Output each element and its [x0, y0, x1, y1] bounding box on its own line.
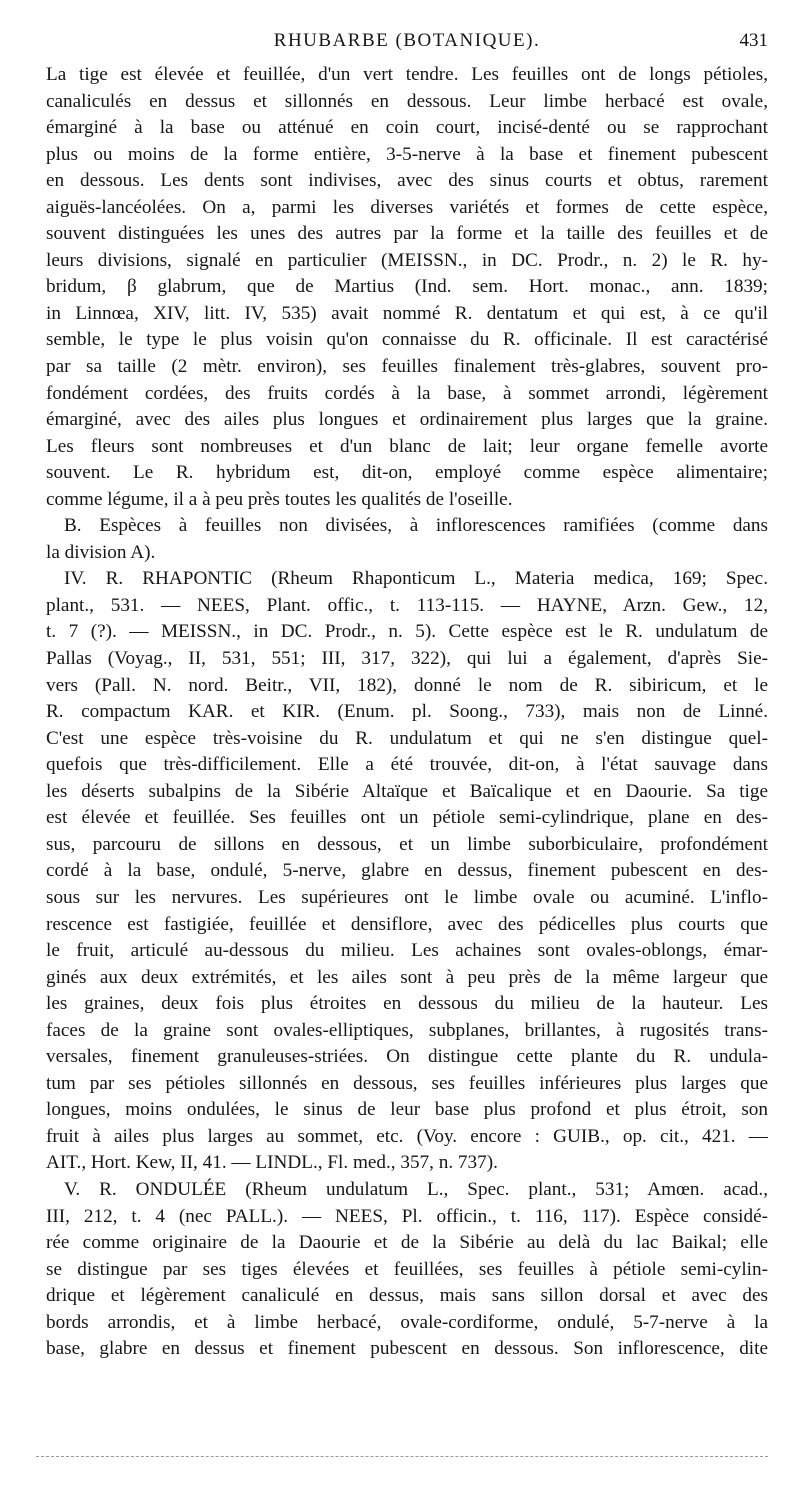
text-line: aiguës-lancéolées. On a, parmi les diverses variétés et formes de cette espèce,	[46, 196, 768, 218]
footer-dashed-rule	[36, 1456, 768, 1457]
section-heading-line: B. Espèces à feuilles non divisées, à inflorescences ramifiées (comme dans	[64, 515, 768, 537]
running-title: RHUBARBE (BOTANIQUE).	[273, 30, 541, 51]
text-line: les graines, deux fois plus étroites en dessous du milieu de la hauteur. Les	[46, 993, 768, 1015]
text-line: in Linnœa, XIV, litt. IV, 535) avait nommé R. dentatum et qui est, à ce qu'il	[46, 302, 768, 324]
text-line: canaliculés en dessus et sillonnés en dessous. Leur limbe herbacé est ovale,	[46, 90, 768, 112]
text-line: faces de la graine sont ovales-elliptiques, subplanes, brillantes, à rugosités trans-	[46, 1019, 768, 1041]
body-text	[46, 62, 768, 1363]
text-line: plus ou moins de la forme entière, 3-5-nerve à la base et finement pubescent	[46, 143, 768, 165]
text-line: fruit à ailes plus larges au sommet, etc. (Voy. encore : GUIB., op. cit., 421. —	[46, 1125, 768, 1147]
text-line: t. 7 (?). — MEISSN., in DC. Prodr., n. 5). Cette espèce est le R. undulatum de	[46, 621, 768, 643]
text-line: se distingue par ses tiges élevées et feuillées, ses feuilles à pétiole semi-cylin-	[46, 1258, 768, 1280]
text-line: rée comme originaire de la Daourie et de la Sibérie au delà du lac Baikal; elle	[46, 1232, 768, 1254]
text-line: Pallas (Voyag., II, 531, 551; III, 317, 322), qui lui a également, d'après Sie-	[46, 648, 768, 670]
text-line: C'est une espèce très-voisine du R. undulatum et qui ne s'en distingue quel-	[46, 727, 768, 749]
text-line: souvent distinguées les unes des autres par la forme et la taille des feuilles et de	[46, 223, 768, 245]
text-line: souvent. Le R. hybridum est, dit-on, employé comme espèce alimentaire;	[46, 462, 768, 484]
text-line: semble, le type le plus voisin qu'on connaisse du R. officinale. Il est caractérisé	[46, 329, 768, 351]
text-line: bords arrondis, et à limbe herbacé, ovale-cordiforme, ondulé, 5-7-nerve à la	[46, 1311, 768, 1333]
page-header	[46, 30, 768, 60]
text-line: plant., 531. — NEES, Plant. offic., t. 113-115. — HAYNE, Arzn. Gew., 12,	[46, 594, 768, 616]
text-line: en dessous. Les dents sont indivises, avec des sinus courts et obtus, rarement	[46, 170, 768, 192]
text-line: quefois que très-difficilement. Elle a été trouvée, dit-on, à l'état sauvage dans	[46, 754, 768, 776]
text-line: bridum, β glabrum, que de Martius (Ind. sem. Hort. monac., ann. 1839;	[46, 276, 768, 298]
text-line: Les fleurs sont nombreuses et d'un blanc de lait; leur organe femelle avorte	[46, 435, 768, 457]
text-line: longues, moins ondulées, le sinus de leur base plus profond et plus étroit, son	[46, 1099, 768, 1121]
text-line: émarginé à la base ou atténué en coin court, incisé-denté ou se rapprochant	[46, 117, 768, 139]
text-line: tum par ses pétioles sillonnés en dessous, ses feuilles inférieures plus larges que	[46, 1072, 768, 1094]
text-line: le fruit, articulé au-dessous du milieu. Les achaines sont ovales-oblongs, émar-	[46, 940, 768, 962]
text-line: AIT., Hort. Kew, II, 41. — LINDL., Fl. med., 357, n. 737).	[46, 1152, 498, 1174]
text-line: La tige est élevée et feuillée, d'un vert tendre. Les feuilles ont de longs pétioles,	[46, 64, 768, 85]
text-line: les déserts subalpins de la Sibérie Altaïque et Baïcalique et en Daourie. Sa tige	[46, 780, 768, 802]
text-line: leurs divisions, signalé en particulier (MEISSN., in DC. Prodr., n. 2) le R. hy-	[46, 249, 768, 271]
text-line: versales, finement granuleuses-striées. On distingue cette plante du R. undula-	[46, 1046, 768, 1068]
text-line: fondément cordées, des fruits cordés à la base, à sommet arrondi, légèrement	[46, 382, 768, 404]
text-line: comme légume, il a à peu près toutes les qualités de l'oseille.	[46, 488, 513, 510]
page-number: 431	[739, 30, 768, 51]
text-line: la division A).	[46, 541, 156, 563]
text-line: rescence est fastigiée, feuillée et densiflore, avec des pédicelles plus courts que	[46, 913, 768, 935]
text-line: R. compactum KAR. et KIR. (Enum. pl. Soong., 733), mais non de Linné.	[46, 701, 768, 723]
text-line: cordé à la base, ondulé, 5-nerve, glabre en dessus, finement pubescent en des-	[46, 860, 768, 882]
text-line: sus, parcouru de sillons en dessous, et un limbe suborbiculaire, profondément	[46, 833, 768, 855]
text-line: vers (Pall. N. nord. Beitr., VII, 182), donné le nom de R. sibiricum, et le	[46, 674, 768, 696]
text-line: par sa taille (2 mètr. environ), ses feuilles finalement très-glabres, souvent pro-	[46, 356, 768, 378]
text-line: ginés aux deux extrémités, et les ailes sont à peu près de la même largeur que	[46, 966, 768, 988]
species-heading-line: V. R. ONDULÉE (Rheum undulatum L., Spec. plant., 531; Amœn. acad.,	[64, 1178, 768, 1200]
text-line: base, glabre en dessus et finement pubescent en dessous. Son inflorescence, dite	[46, 1338, 768, 1360]
text-line: III, 212, t. 4 (nec PALL.). — NEES, Pl. officin., t. 116, 117). Espèce considé-	[46, 1205, 768, 1227]
text-line: émarginé, avec des ailes plus longues et ordinairement plus larges que la graine.	[46, 409, 768, 431]
text-line: est élevée et feuillée. Ses feuilles ont un pétiole semi-cylindrique, plane en des-	[46, 807, 768, 829]
text-line: drique et légèrement canaliculé en dessus, mais sans sillon dorsal et avec des	[46, 1285, 768, 1307]
species-heading-line: IV. R. RHAPONTIC (Rheum Rhaponticum L., Materia medica, 169; Spec.	[64, 568, 768, 590]
text-line: sous sur les nervures. Les supérieures ont le limbe ovale ou acuminé. L'inflo-	[46, 886, 768, 908]
